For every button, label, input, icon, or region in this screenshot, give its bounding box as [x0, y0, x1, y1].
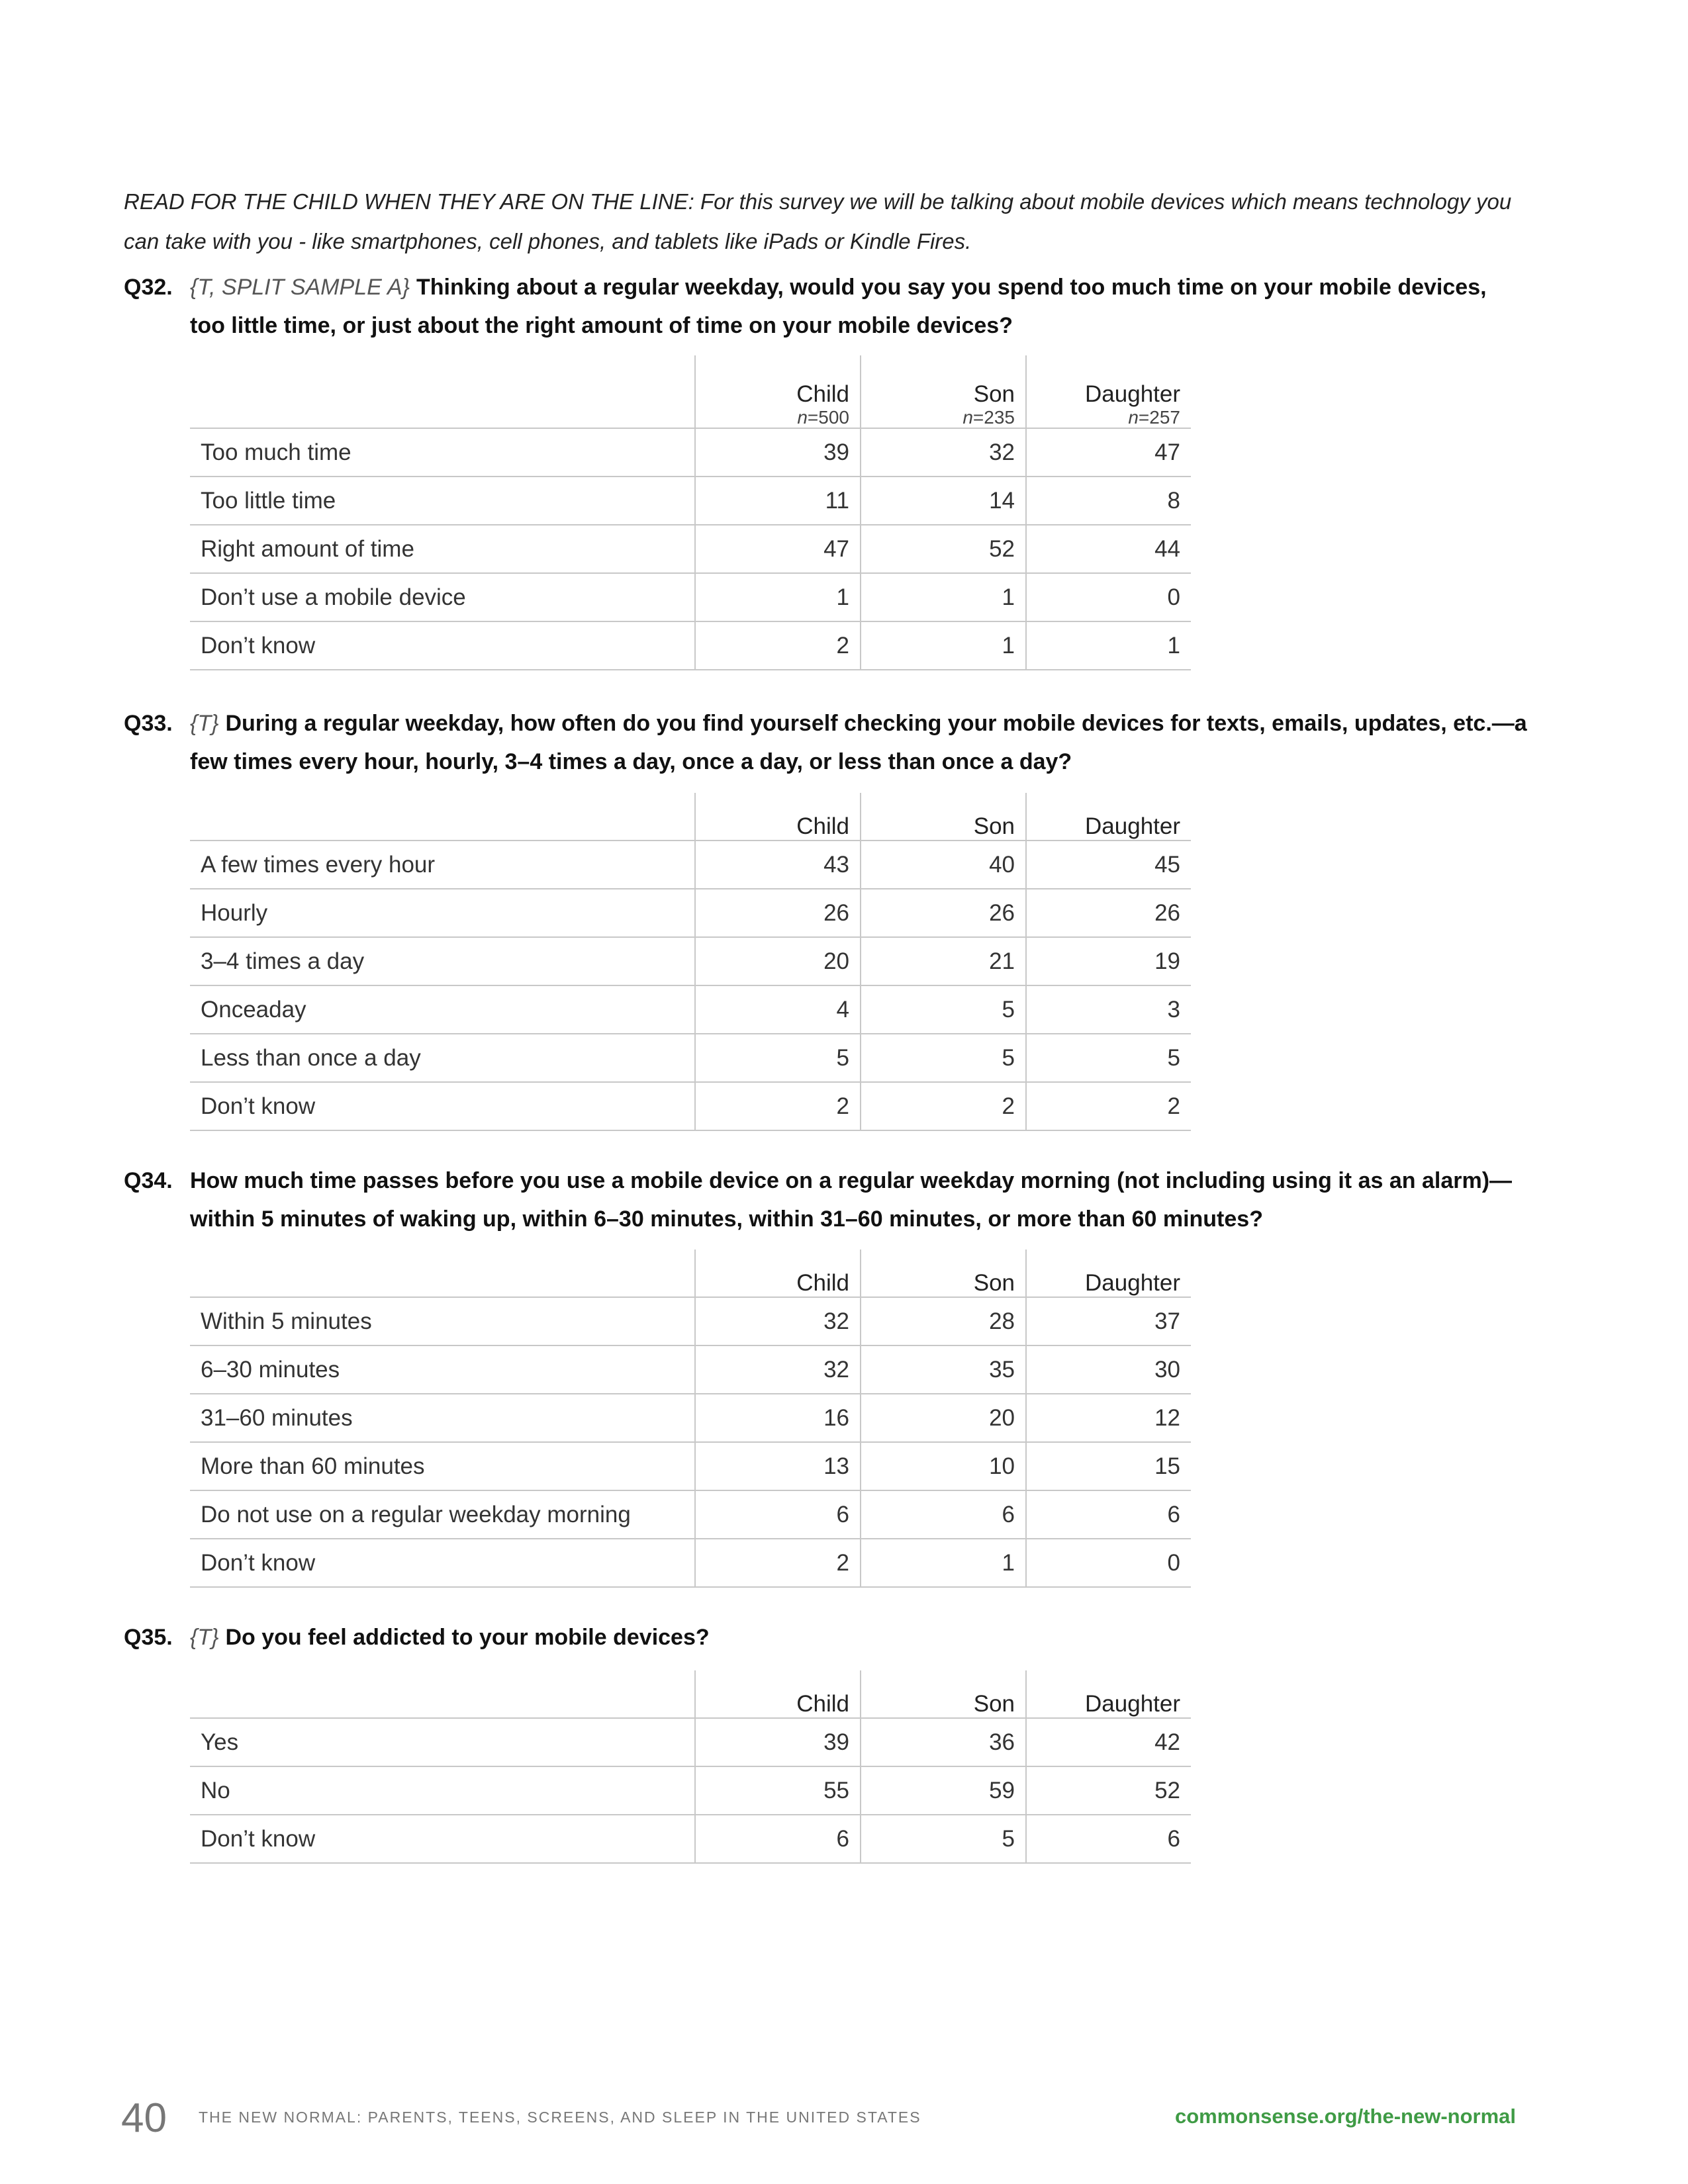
row-label: A few times every hour: [190, 841, 695, 889]
question-tag: {T, SPLIT SAMPLE A}: [190, 275, 410, 300]
row-label: Don’t know: [190, 1539, 695, 1587]
cell-value: 15: [1026, 1442, 1191, 1490]
table-row: [190, 1490, 1191, 1539]
row-label: Less than once a day: [190, 1034, 695, 1082]
cell-value: 4: [695, 985, 861, 1034]
question-q33: [124, 704, 1527, 781]
table-row: [190, 841, 1191, 889]
row-label: Yes: [190, 1718, 695, 1766]
row-label: Too little time: [190, 477, 695, 525]
cell-value: 11: [695, 477, 861, 525]
question-number: Q32.: [124, 275, 173, 300]
cell-value: 6: [695, 1490, 861, 1539]
row-label: 6–30 minutes: [190, 1345, 695, 1394]
cell-value: 59: [861, 1766, 1026, 1815]
cell-value: 5: [1026, 1034, 1191, 1082]
cell-value: 45: [1026, 841, 1191, 889]
cell-value: 12: [1026, 1394, 1191, 1442]
question-number: Q35.: [124, 1625, 173, 1650]
column-header: Child n=500: [695, 355, 861, 428]
cell-value: 1: [1026, 621, 1191, 670]
row-label: Too much time: [190, 428, 695, 477]
cell-value: 39: [695, 428, 861, 477]
cell-value: 0: [1026, 573, 1191, 621]
cell-value: 6: [695, 1815, 861, 1863]
cell-value: 35: [861, 1345, 1026, 1394]
cell-value: 2: [695, 1082, 861, 1130]
row-label: Don’t know: [190, 1815, 695, 1863]
cell-value: 14: [861, 477, 1026, 525]
table-row: [190, 477, 1191, 525]
cell-value: 2: [861, 1082, 1026, 1130]
cell-value: 3: [1026, 985, 1191, 1034]
table-row: [190, 525, 1191, 573]
row-label: Don’t use a mobile device: [190, 573, 695, 621]
column-header: Son: [861, 793, 1026, 841]
cell-value: 8: [1026, 477, 1191, 525]
cell-value: 20: [861, 1394, 1026, 1442]
cell-value: 55: [695, 1766, 861, 1815]
column-header: Child: [695, 1250, 861, 1297]
table-row: [190, 1297, 1191, 1345]
cell-value: 5: [861, 1034, 1026, 1082]
cell-value: 32: [695, 1345, 861, 1394]
cell-value: 21: [861, 937, 1026, 985]
sample-size: n=500: [797, 407, 849, 428]
question-q35: [124, 1618, 1527, 1657]
cell-value: 5: [695, 1034, 861, 1082]
table-row: [190, 1345, 1191, 1394]
column-header: Daughter: [1026, 793, 1191, 841]
table-row: [190, 1442, 1191, 1490]
table-row: [190, 1394, 1191, 1442]
row-label: Don’t know: [190, 1082, 695, 1130]
question-text: During a regular weekday, how often do you find yourself checking your mobile devices for texts, emails, updates, etc.—a few times every hour, hourly, 3–4 times a day, once a day, or less than once a day?: [190, 711, 1527, 774]
cell-value: 10: [861, 1442, 1026, 1490]
footer-title: THE NEW NORMAL: PARENTS, TEENS, SCREENS, AND SLEEP IN THE UNITED STATES: [199, 2109, 921, 2126]
cell-value: 30: [1026, 1345, 1191, 1394]
cell-value: 39: [695, 1718, 861, 1766]
row-label: Don’t know: [190, 621, 695, 670]
cell-value: 42: [1026, 1718, 1191, 1766]
cell-value: 52: [861, 525, 1026, 573]
row-label: No: [190, 1766, 695, 1815]
column-header: Child: [695, 793, 861, 841]
table-row: [190, 428, 1191, 477]
cell-value: 1: [695, 573, 861, 621]
row-label: Right amount of time: [190, 525, 695, 573]
cell-value: 26: [695, 889, 861, 937]
cell-value: 1: [861, 621, 1026, 670]
question-q32: [124, 268, 1527, 345]
table-row: [190, 573, 1191, 621]
table-row: [190, 1082, 1191, 1130]
table-row: [190, 1034, 1191, 1082]
cell-value: 2: [1026, 1082, 1191, 1130]
question-number: Q33.: [124, 711, 173, 736]
row-label: Hourly: [190, 889, 695, 937]
table-row: [190, 621, 1191, 670]
table-q33: [190, 793, 1191, 1131]
question-text: How much time passes before you use a mobile device on a regular weekday morning (not including using it as an alarm)—within 5 minutes of waking up, within 6–30 minutes, within 31–60 minutes, or more than 60 minutes?: [190, 1168, 1513, 1232]
table-row: [190, 985, 1191, 1034]
cell-value: 1: [861, 1539, 1026, 1587]
question-tag: {T}: [190, 711, 219, 736]
cell-value: 26: [861, 889, 1026, 937]
footer-link[interactable]: commonsense.org/the-new-normal: [1174, 2105, 1516, 2128]
cell-value: 0: [1026, 1539, 1191, 1587]
row-label: 3–4 times a day: [190, 937, 695, 985]
column-header: Daughter: [1026, 1670, 1191, 1718]
cell-value: 6: [1026, 1490, 1191, 1539]
question-text: Do you feel addicted to your mobile devices?: [225, 1625, 710, 1650]
cell-value: 44: [1026, 525, 1191, 573]
question-number: Q34.: [124, 1168, 173, 1193]
column-header: Daughter n=257: [1026, 355, 1191, 428]
cell-value: 40: [861, 841, 1026, 889]
table-q34: [190, 1250, 1191, 1588]
column-header: Daughter: [1026, 1250, 1191, 1297]
cell-value: 52: [1026, 1766, 1191, 1815]
column-header: Child: [695, 1670, 861, 1718]
sample-size: n=257: [1128, 407, 1180, 428]
cell-value: 47: [1026, 428, 1191, 477]
cell-value: 36: [861, 1718, 1026, 1766]
question-tag: {T}: [190, 1625, 219, 1650]
cell-value: 2: [695, 621, 861, 670]
row-label: Onceaday: [190, 985, 695, 1034]
row-label: Within 5 minutes: [190, 1297, 695, 1345]
cell-value: 37: [1026, 1297, 1191, 1345]
column-header: Son n=235: [861, 355, 1026, 428]
cell-value: 19: [1026, 937, 1191, 985]
column-header: Son: [861, 1670, 1026, 1718]
cell-value: 28: [861, 1297, 1026, 1345]
cell-value: 43: [695, 841, 861, 889]
table-row: [190, 1718, 1191, 1766]
cell-value: 16: [695, 1394, 861, 1442]
cell-value: 6: [1026, 1815, 1191, 1863]
table-row: [190, 1766, 1191, 1815]
table-row: [190, 937, 1191, 985]
row-label: Do not use on a regular weekday morning: [190, 1490, 695, 1539]
cell-value: 47: [695, 525, 861, 573]
row-label: 31–60 minutes: [190, 1394, 695, 1442]
page-number: 40: [121, 2095, 167, 2141]
column-header: Son: [861, 1250, 1026, 1297]
cell-value: 5: [861, 985, 1026, 1034]
cell-value: 20: [695, 937, 861, 985]
table-q35: [190, 1670, 1191, 1864]
cell-value: 32: [861, 428, 1026, 477]
question-q34: [124, 1161, 1527, 1238]
question-text: Thinking about a regular weekday, would you say you spend too much time on your mobile devices, too little time, or just about the right amount of time on your mobile devices?: [190, 275, 1487, 338]
cell-value: 13: [695, 1442, 861, 1490]
cell-value: 5: [861, 1815, 1026, 1863]
table-row: [190, 889, 1191, 937]
cell-value: 2: [695, 1539, 861, 1587]
cell-value: 1: [861, 573, 1026, 621]
table-row: [190, 1815, 1191, 1863]
table-row: [190, 1539, 1191, 1587]
cell-value: 26: [1026, 889, 1191, 937]
sample-size: n=235: [962, 407, 1015, 428]
cell-value: 6: [861, 1490, 1026, 1539]
table-q32: [190, 355, 1191, 670]
intro-text: READ FOR THE CHILD WHEN THEY ARE ON THE LINE: For this survey we will be talking about mobile devices which means technology you can take with you - like smartphones, cell phones, and tablets like iPads or Kindle Fires.: [124, 189, 1512, 253]
row-label: More than 60 minutes: [190, 1442, 695, 1490]
cell-value: 32: [695, 1297, 861, 1345]
